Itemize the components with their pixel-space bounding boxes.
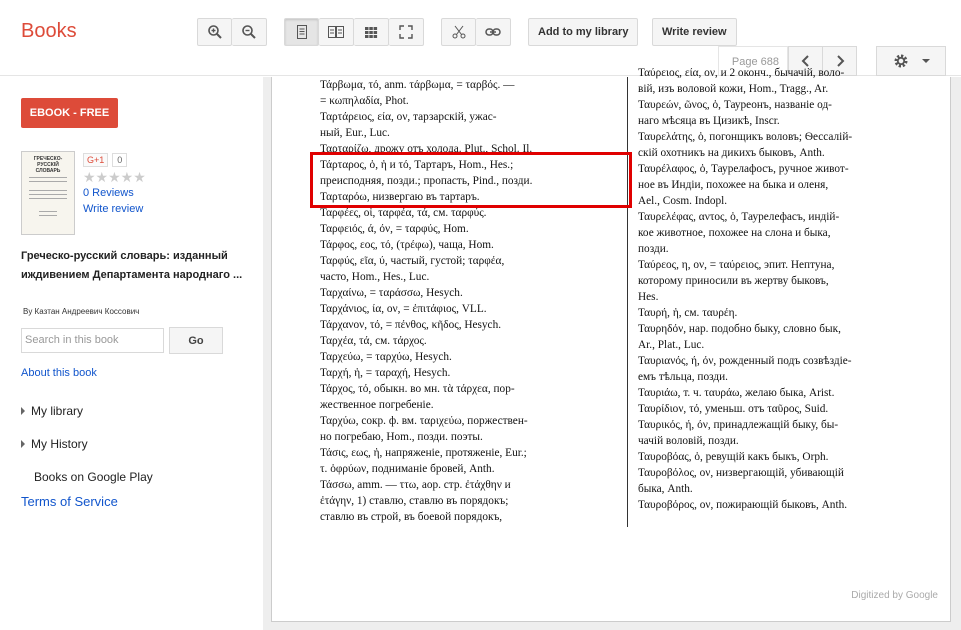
text-line: наго мѣсяца въ Цизикѣ, Inscr. bbox=[638, 115, 780, 127]
text-line: вій, изъ воловой кожи, Hom., Tragg., Ar. bbox=[638, 83, 829, 95]
zoom-out-icon bbox=[241, 24, 257, 40]
text-line: Τάσσω, amm. — ττω, aop. стр. ἐτάχθην и bbox=[320, 479, 511, 491]
go-button[interactable]: Go bbox=[169, 327, 223, 354]
text-line: Ταρχέα, τά, см. τάρχος. bbox=[320, 335, 427, 347]
book-author: By Казтан Андреевич Коссович bbox=[23, 307, 140, 316]
grid-icon bbox=[363, 24, 379, 40]
text-line: Ταυριανός, ή, όν, рожденный подъ созвѣздіе- bbox=[638, 355, 852, 367]
text-line: Ταύρειος, εία, ον, и 2 оконч., бычачій, воло- bbox=[638, 67, 845, 79]
caret-down-icon bbox=[922, 58, 930, 64]
text-line: преисподняя, позди.; пропасть, Pind., позди. bbox=[320, 175, 533, 187]
my-history-item[interactable] bbox=[21, 437, 88, 451]
book-title: Греческо-русский словарь: изданный иждивением Департамента народнаго ... bbox=[21, 250, 243, 281]
left-column bbox=[320, 77, 626, 525]
fullscreen-button[interactable] bbox=[389, 18, 424, 46]
terms-of-service-link[interactable]: Terms of Service bbox=[21, 494, 118, 509]
gplus-widget bbox=[83, 153, 127, 167]
text-line: Ταρχαίνω, = ταράσσω, Hesych. bbox=[320, 287, 463, 299]
ebook-free-button[interactable]: EBOOK - FREE bbox=[21, 98, 118, 128]
zoom-in-icon bbox=[207, 24, 223, 40]
expand-triangle-icon bbox=[21, 440, 25, 448]
text-line: Τάρχανον, τό, = πένθος, κῆδος, Hesych. bbox=[320, 319, 502, 331]
text-line: Ταυρικός, ή, όν, принадлежащій быку, бы- bbox=[638, 419, 839, 431]
text-line: которому приносили въ жертву быковъ, bbox=[638, 275, 829, 287]
text-line: ставлю въ строй, въ боевой порядокъ, bbox=[320, 511, 503, 523]
books-logo[interactable]: Books bbox=[21, 20, 77, 42]
text-line: Τάρφος, εος, τό, (τρέφω), чаща, Hom. bbox=[320, 239, 494, 251]
text-line: τ. ὀφρύων, подниманіе бровей, Anth. bbox=[320, 463, 495, 475]
text-line: Ταυρεών, ῶνος, ὁ, Таурeонъ, названіе од- bbox=[638, 99, 832, 111]
text-line: чачій воловій, позди. bbox=[638, 435, 739, 447]
text-line: Ταρταρόω, низвергаю въ тартаръ. bbox=[320, 191, 480, 203]
link-button[interactable] bbox=[476, 18, 511, 46]
share-controls bbox=[441, 18, 511, 46]
book-viewer[interactable] bbox=[263, 67, 961, 630]
cover-title: ГРЕЧЕСКО-РУССКІЙ СЛОВАРЬ bbox=[33, 156, 63, 174]
text-line: Ταρχή, ἡ, = ταραχή, Hesych. bbox=[320, 367, 451, 379]
text-line: емъ тѣльца, позди. bbox=[638, 371, 728, 383]
text-line: Ar., Plat., Luc. bbox=[638, 339, 705, 351]
text-line: Τάρβωμα, τό, anm. τάρβωμα, = ταρβός. — bbox=[320, 79, 515, 91]
write-review-link[interactable]: Write review bbox=[83, 203, 144, 215]
text-line: Ταρχάνιος, ία, ον, = ἐπιτάφιος, VLL. bbox=[320, 303, 487, 315]
gplus-count: 0 bbox=[112, 153, 127, 167]
text-line: Ταυροβόρος, ον, пожирающій быковъ, Anth. bbox=[638, 499, 848, 511]
text-line: Ταυρηδόν, нар. подобно быку, словно бык, bbox=[638, 323, 841, 335]
text-line: скій охотникъ на дикихъ быковъ, Anth. bbox=[638, 147, 825, 159]
text-line: Ταρταρίζω, дрожу отъ холода. Plut., Schol. Il. bbox=[320, 143, 533, 155]
scanned-page bbox=[271, 67, 951, 622]
my-library-item[interactable] bbox=[21, 404, 83, 418]
text-line: Ταρχεύω, = ταρχύω, Hesych. bbox=[320, 351, 452, 363]
digitized-watermark: Digitized by Google bbox=[851, 590, 938, 601]
text-line: Ταυριάω, т. ч. ταυράω, желаю быка, Arist. bbox=[638, 387, 835, 399]
text-line: Ταρφειός, ά, όν, = ταρφύς, Hom. bbox=[320, 223, 469, 235]
column-divider bbox=[627, 77, 628, 527]
text-line: ное въ Индіи, похожее на быка и оленя, bbox=[638, 179, 829, 191]
zoom-controls bbox=[197, 18, 267, 46]
single-page-view-button[interactable] bbox=[284, 18, 319, 46]
my-library-label: My library bbox=[31, 404, 84, 418]
text-line: Ταυρίδιον, τό, уменьш. отъ ταῦρος, Suid. bbox=[638, 403, 829, 415]
write-review-button[interactable]: Write review bbox=[652, 18, 737, 46]
text-line: жественное погребеніе. bbox=[320, 399, 434, 411]
text-line: быка, Anth. bbox=[638, 483, 693, 495]
zoom-out-button[interactable] bbox=[232, 18, 267, 46]
text-line: ный, Eur., Luc. bbox=[320, 127, 390, 139]
about-book-link[interactable]: About this book bbox=[21, 367, 97, 379]
reviews-link[interactable]: 0 Reviews bbox=[83, 187, 134, 199]
text-line: Ταυρελέφας, αντος, ὁ, Таурелефасъ, индій- bbox=[638, 211, 840, 223]
search-in-book-input[interactable]: Search in this book bbox=[21, 328, 164, 353]
sidebar bbox=[0, 77, 262, 630]
clip-button[interactable] bbox=[441, 18, 476, 46]
text-line: Τάρταρος, ὁ, ἡ и τό, Тартаръ, Hom., Hes.; bbox=[320, 159, 514, 171]
page-number: Page 688 bbox=[718, 46, 788, 76]
text-line: но погребаю, Hom., позди. поэты. bbox=[320, 431, 483, 443]
text-line: Ταυροβόλος, ον, низвергающій, убивающій bbox=[638, 467, 844, 479]
add-to-library-button[interactable]: Add to my library bbox=[528, 18, 638, 46]
text-line: часто, Hom., Hes., Luc. bbox=[320, 271, 430, 283]
text-line: Ταρχύω, сокр. ф. вм. ταριχεύω, поржествен- bbox=[320, 415, 528, 427]
text-line: Τάσις, εως, ἡ, напряженіе, протяженіе, Eur.; bbox=[320, 447, 527, 459]
single-page-icon bbox=[294, 24, 310, 40]
text-line: Ταυρελάτης, ὁ, погонщикъ воловъ; Ѳессалій- bbox=[638, 131, 853, 143]
gplus-button[interactable]: G+1 bbox=[83, 153, 108, 167]
google-play-link[interactable]: Books on Google Play bbox=[34, 470, 153, 484]
text-line: позди. bbox=[638, 243, 669, 255]
text-line: Hes. bbox=[638, 291, 659, 303]
text-line: Ταύρεος, η, ον, = ταύρειος, эпит. Нептуна, bbox=[638, 259, 835, 271]
rating-stars: ★★★★★ bbox=[83, 169, 146, 185]
expand-triangle-icon bbox=[21, 407, 25, 415]
text-line: кое животное, похожее на слона и быка, bbox=[638, 227, 831, 239]
zoom-in-button[interactable] bbox=[197, 18, 232, 46]
book-cover[interactable] bbox=[21, 151, 75, 235]
fullscreen-icon bbox=[398, 24, 414, 40]
thumbnail-view-button[interactable] bbox=[354, 18, 389, 46]
clip-icon bbox=[451, 24, 467, 40]
search-highlight-box bbox=[310, 152, 632, 208]
text-line: Ταυρή, ἡ, см. ταυρέη. bbox=[638, 307, 738, 319]
text-line: Ταυρέλαφος, ὁ, Таурелафосъ, ручное живот- bbox=[638, 163, 849, 175]
text-line: Ταρφύς, εῖα, ύ, частый, густой; ταρφέα, bbox=[320, 255, 505, 267]
link-icon bbox=[485, 24, 501, 40]
text-line: Τάρχος, τό, обыкн. во мн. τὰ τάρχεα, пор- bbox=[320, 383, 515, 395]
my-history-label: My History bbox=[31, 437, 88, 451]
text-line: ἐτάγην, 1) ставлю, ставлю въ порядокъ; bbox=[320, 495, 509, 507]
text-line: Ael., Cosm. Indopl. bbox=[638, 195, 728, 207]
two-page-icon bbox=[328, 24, 344, 40]
text-line: = κωπηλαδία, Phot. bbox=[320, 95, 409, 107]
text-line: Ταρφέες, οἱ, ταρφέα, τά, см. ταρφύς. bbox=[320, 207, 487, 219]
text-line: Ταρτάρειος, εία, ον, тарзарскій, ужас- bbox=[320, 111, 497, 123]
two-page-view-button[interactable] bbox=[319, 18, 354, 46]
right-column bbox=[638, 65, 948, 513]
text-line: Ταυροβόας, ὁ, ревущій какъ быкъ, Orph. bbox=[638, 451, 829, 463]
view-mode-controls bbox=[284, 18, 424, 46]
